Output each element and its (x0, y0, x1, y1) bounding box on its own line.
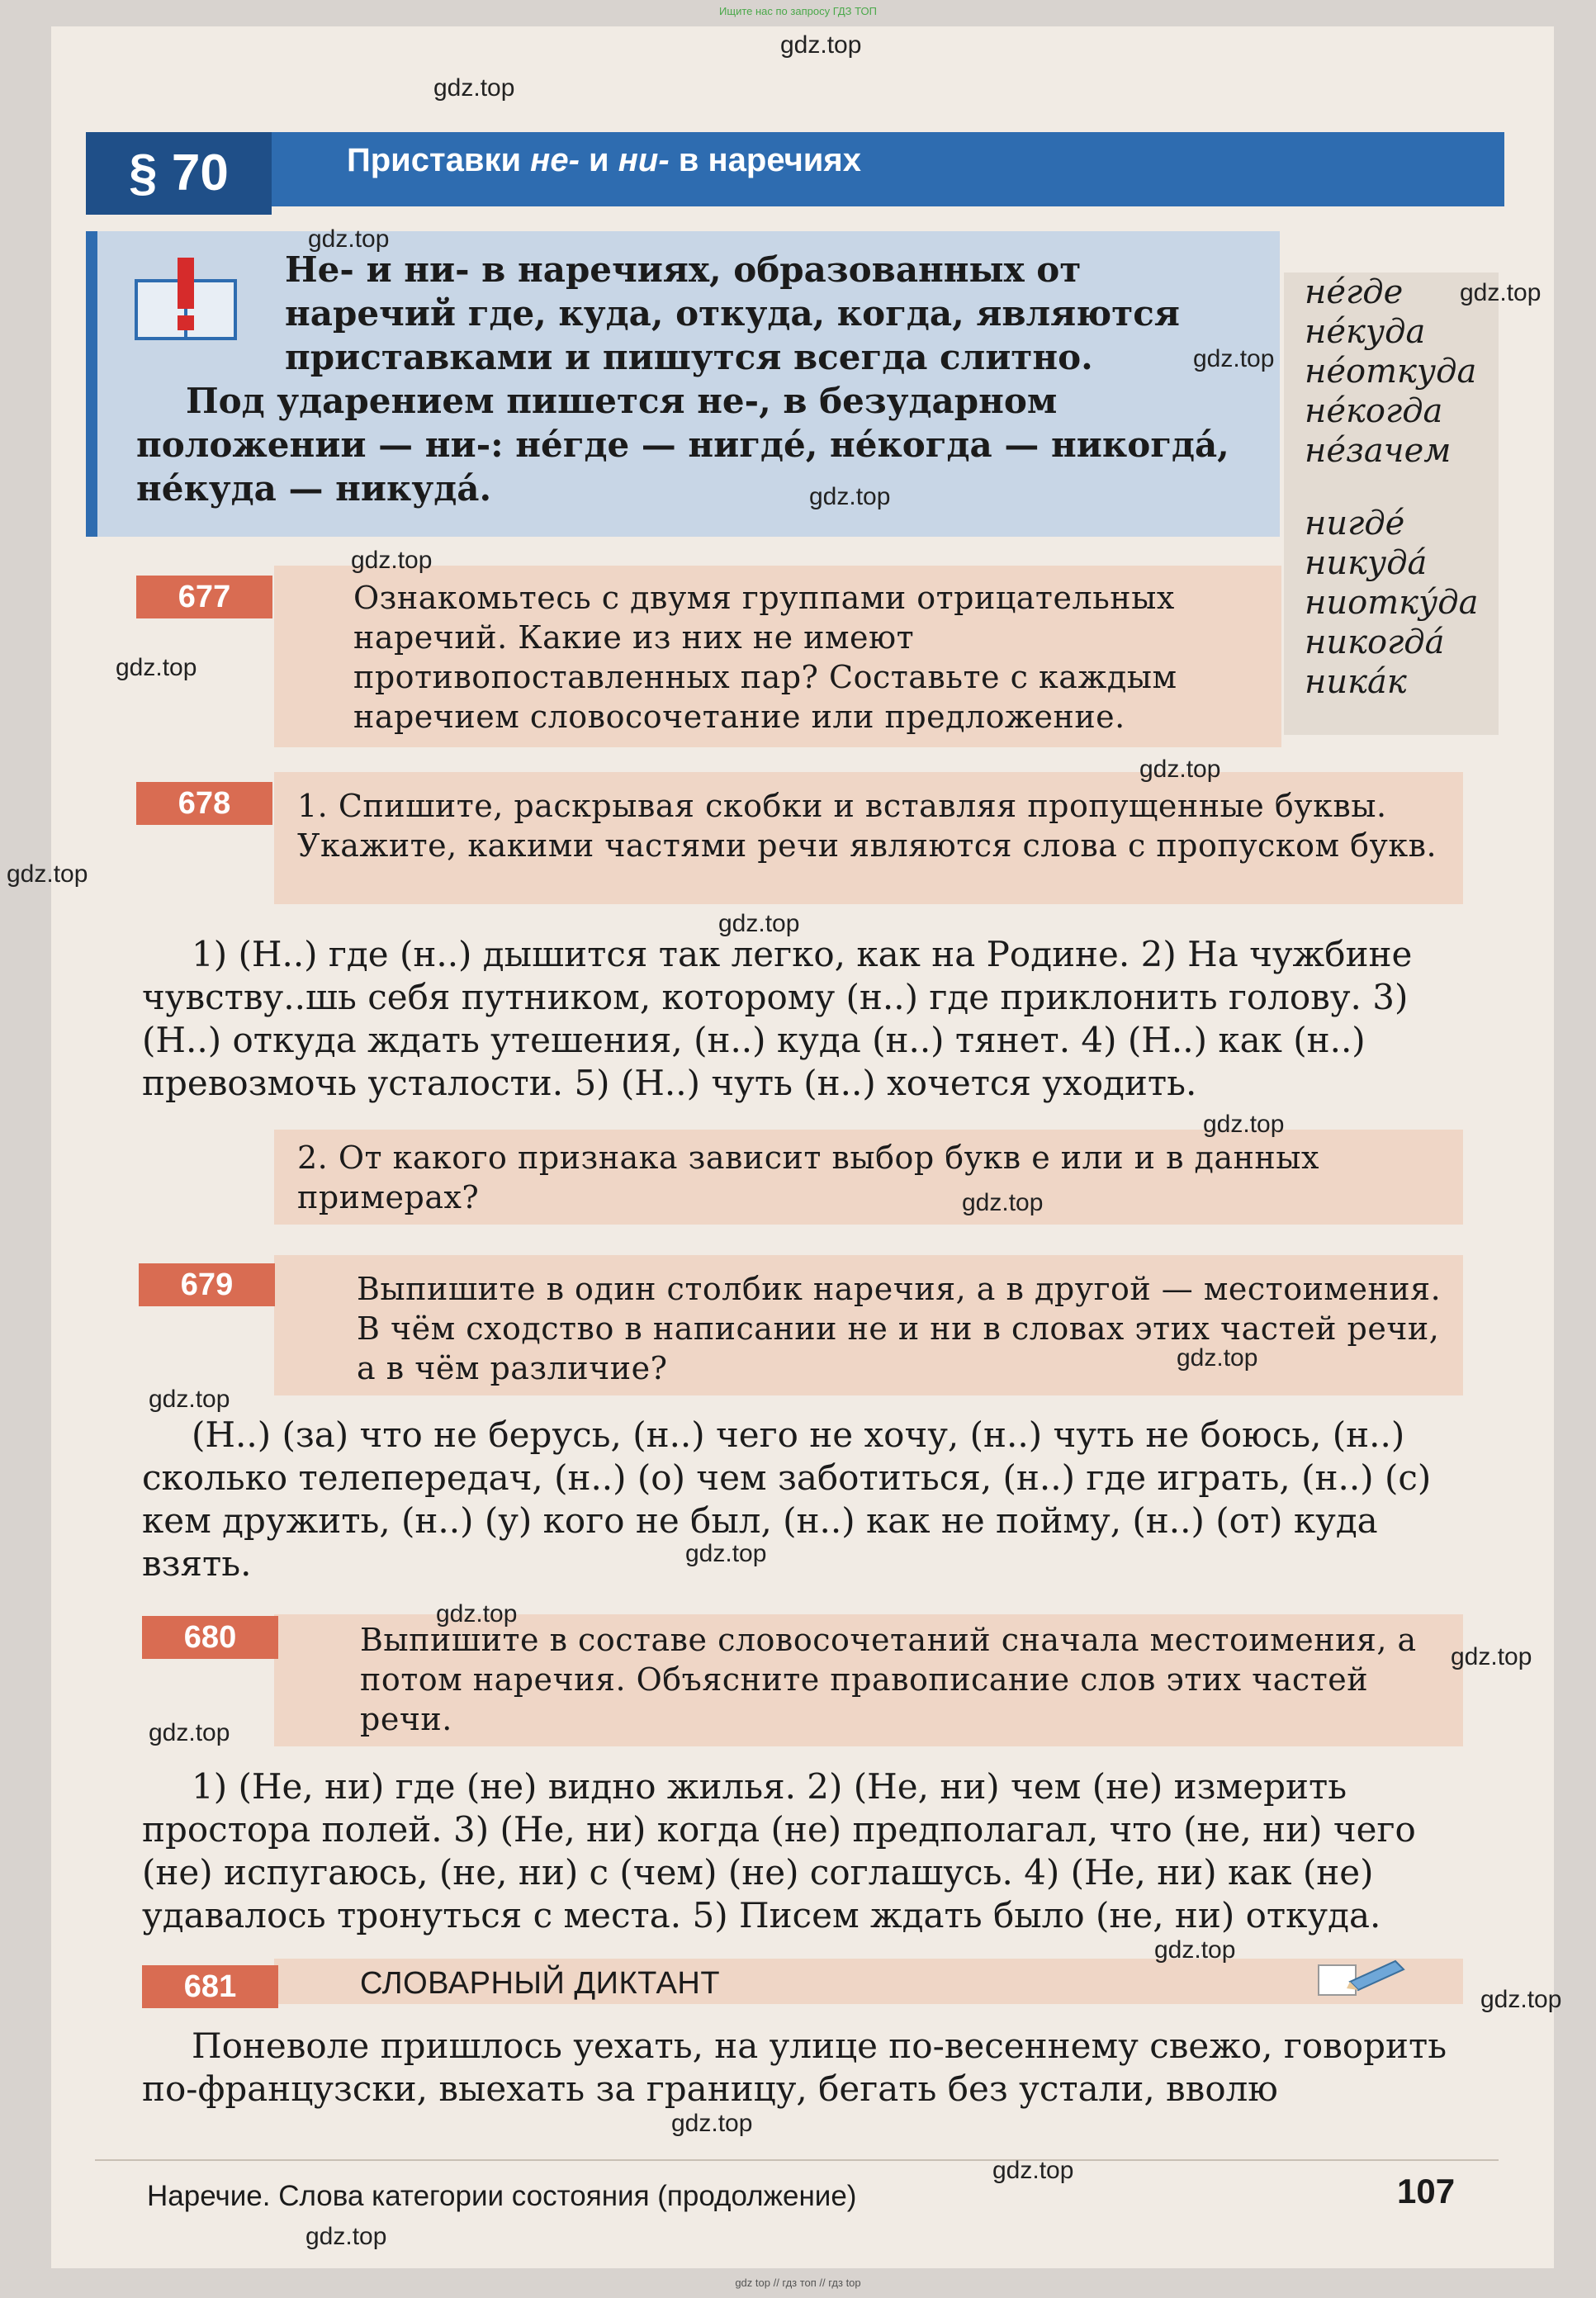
exercise-number-681: 681 (142, 1965, 278, 2008)
word-list-item: нигде́ (1305, 505, 1405, 543)
task-text-679: Выпишите в один столбик наречия, а в другой — местоимения. В чём сходство в написании не и ни в словах этих частей речи, а в чём различие? (357, 1271, 1442, 1386)
pencil-icon (1317, 1949, 1408, 1998)
task-text-678-2: 2. От какого признака зависит выбор букв е или и в данных примерах? (297, 1140, 1319, 1215)
section-title-post: в наречиях (669, 142, 861, 178)
watermark: gdz.top (1203, 1111, 1285, 1138)
top-hint: Ищите нас по запросу ГДЗ ТОП (719, 5, 877, 17)
rule-line-2: Под ударением пишется не-, в безударном положении — ни-: не́где — нигде́, не́когда — никогда́, не́куда — никуда́. (136, 381, 1229, 509)
bottom-hint: gdz top // гдз топ // гдз top (735, 2277, 861, 2289)
watermark: gdz.top (1177, 1344, 1258, 1372)
watermark: gdz.top (433, 74, 515, 102)
exercise-text-681: Поневоле пришлось уехать, на улице по-весеннему свежо, говорить по-французски, выехать за границу, бегать без устали, вволю (142, 2026, 1447, 2109)
watermark: gdz.top (1139, 756, 1221, 783)
section-title-ne: не- (530, 142, 580, 178)
watermark: gdz.top (116, 654, 197, 681)
task-text-677: Ознакомьтесь с двумя группами отрицательных наречий. Какие из них не имеют противопоставленных пар? Составьте с каждым наречием словосочетание или предложение. (353, 580, 1177, 735)
watermark: gdz.top (436, 1600, 518, 1628)
section-title-ni: ни- (618, 142, 670, 178)
rule-text (136, 248, 1243, 510)
watermark: gdz.top (962, 1189, 1044, 1216)
exercise-text-680: 1) (Не, ни) где (не) видно жилья. 2) (Не, ни) чем (не) измерить простора полей. 3) (Не, ни) когда (не) предполагал, что (не, ни) чего (не) испугаюсь, (не, ни) с (чем) (не) соглашусь. 4) (Не, ни) как (не) удавалось тронуться с места. 5) Писем ждать было (не, ни) откуда. (142, 1766, 1416, 1936)
watermark: gdz.top (1451, 1643, 1532, 1670)
watermark: gdz.top (351, 547, 433, 574)
section-title-mid: и (579, 142, 618, 178)
task-text-678-1: 1. Спишите, раскрывая скобки и вставляя пропущенные буквы. Укажите, какими частями речи являются слова с пропуском букв. (297, 788, 1437, 864)
watermark: gdz.top (809, 483, 891, 510)
watermark: gdz.top (7, 860, 88, 888)
word-list-item: не́зачем (1305, 432, 1452, 470)
section-title (347, 142, 861, 179)
watermark: gdz.top (1154, 1936, 1236, 1964)
adverb-word-list (1284, 272, 1499, 735)
watermark: gdz.top (992, 2157, 1074, 2184)
exercise-number-678: 678 (136, 782, 272, 825)
footer-divider (95, 2159, 1499, 2161)
word-list-item: не́откуда (1305, 353, 1477, 391)
word-list-item: не́где (1305, 273, 1404, 311)
exercise-text-678: 1) (Н..) где (н..) дышится так легко, как на Родине. 2) На чужбине чувству..шь себя путником, которому (н..) где приклонить голову. 3) (Н..) откуда ждать утешения, (н..) куда (н..) тянет. 4) (Н..) как (н..) превозмочь усталости. 5) (Н..) чуть (н..) хочется уходить. (142, 934, 1413, 1103)
watermark: gdz.top (149, 1719, 230, 1746)
word-list-item: ниотку́да (1305, 584, 1479, 622)
page-number: 107 (1397, 2172, 1456, 2210)
exercise-number-680: 680 (142, 1616, 278, 1659)
watermark: gdz.top (685, 1540, 767, 1567)
rule-line-1: Не- и ни- в наречиях, образованных от наречий где, куда, откуда, когда, являются приставками и пишутся всегда слитно. (285, 249, 1180, 377)
watermark: gdz.top (1193, 345, 1275, 372)
watermark: gdz.top (671, 2110, 753, 2137)
word-list-item: не́куда (1305, 313, 1426, 351)
section-title-pre: Приставки (347, 142, 531, 178)
task-text-680: Выпишите в составе словосочетаний сначала местоимения, а потом наречия. Объясните правописание слов этих частей речи. (360, 1622, 1417, 1737)
exercise-number-679: 679 (139, 1263, 275, 1306)
watermark: gdz.top (308, 225, 390, 253)
exercise-text-679: (Н..) (за) что не берусь, (н..) чего не хочу, (н..) чуть не боюсь, (н..) сколько телепередач, (н..) (о) чем заботиться, (н..) где играть, (н..) (с) кем дружить, (н..) (у) кого не был, (н..) как не пойму, (н..) (от) куда взять. (142, 1414, 1432, 1584)
watermark: gdz.top (1480, 1986, 1562, 2013)
word-list-item: не́когда (1305, 392, 1443, 430)
watermark: gdz.top (149, 1386, 230, 1413)
watermark: gdz.top (780, 31, 862, 59)
watermark: gdz.top (305, 2223, 387, 2250)
watermark: gdz.top (1460, 279, 1542, 306)
exercise-number-677: 677 (136, 576, 272, 618)
task-text-681: СЛОВАРНЫЙ ДИКТАНТ (360, 1966, 721, 2001)
section-number: § 70 (86, 132, 272, 215)
watermark: gdz.top (718, 910, 800, 937)
word-list-item: никуда́ (1305, 544, 1428, 582)
footer-title: Наречие. Слова категории состояния (продолжение) (147, 2180, 857, 2212)
word-list-item: никогда́ (1305, 623, 1445, 661)
word-list-item: ника́к (1305, 663, 1407, 701)
